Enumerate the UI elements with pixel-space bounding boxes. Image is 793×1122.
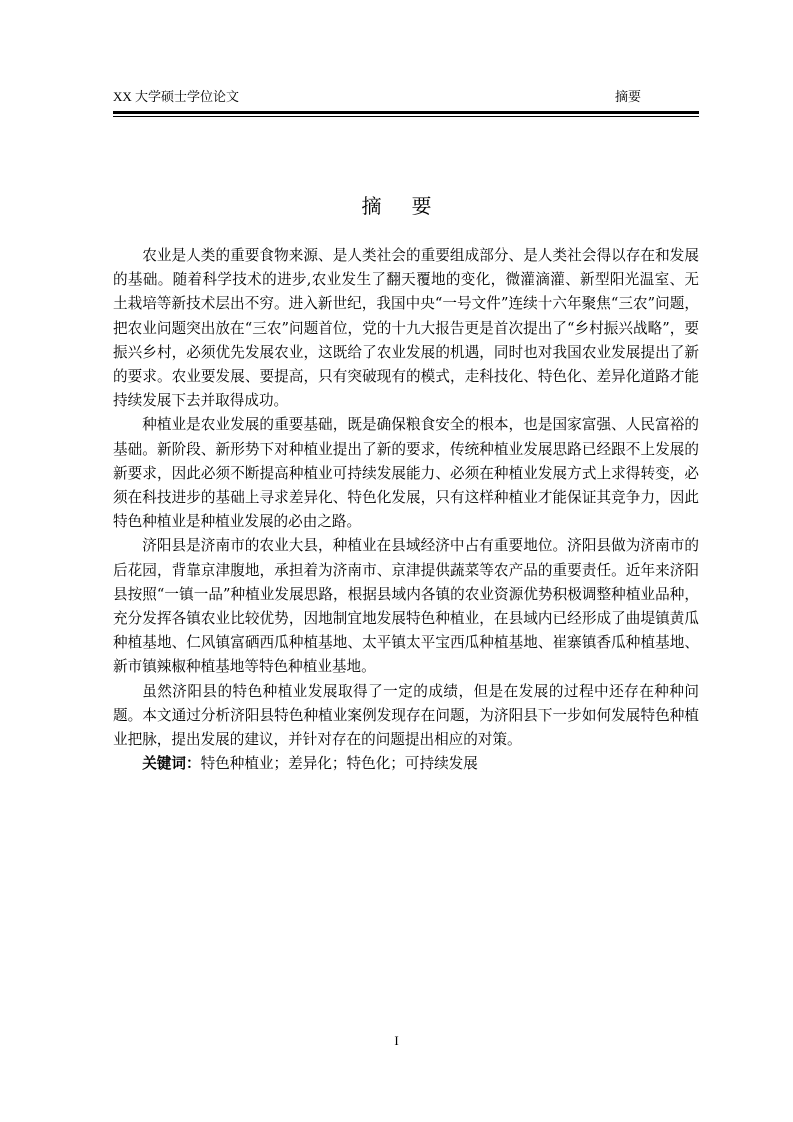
- keywords-value: 特色种植业；差异化；特色化；可持续发展: [200, 755, 478, 773]
- page-header: [113, 86, 699, 106]
- header-section-title: 摘要: [614, 90, 641, 105]
- keywords-label: 关键词：: [142, 755, 201, 773]
- abstract-paragraph-3: 济阳县是济南市的农业大县，种植业在县域经济中占有重要地位。济阳县做为济南市的后花园，背靠京津腹地，承担着为济南市、京津提供蔬菜等农产品的重要责任。近年来济阳县按照“一镇一品”种植业发展思路，根据县域内各镇的农业资源优势积极调整种植业品种，充分发挥各镇农业比较优势，因地制宜地发展特色种植业，在县域内已经形成了曲堤镇黄瓜种植基地、仁风镇富硒西瓜种植基地、太平镇太平宝西瓜种植基地、崔寨镇香瓜种植基地、新市镇辣椒种植基地等特色种植业基地。: [113, 537, 699, 676]
- header-rule-thick: [113, 111, 699, 114]
- header-rule-thin: [113, 116, 699, 117]
- abstract-title: 摘要: [361, 194, 462, 218]
- header-thesis-title: XX 大学硕士学位论文: [113, 89, 240, 104]
- keywords-line: [113, 752, 699, 776]
- abstract-body: [113, 244, 699, 776]
- abstract-paragraph-2: 种植业是农业发展的重要基础，既是确保粮食安全的根本，也是国家富强、人民富裕的基础。新阶段、新形势下对种植业提出了新的要求，传统种植业发展思路已经跟不上发展的新要求，因此必须不断提高种植业可持续发展能力、必须在种植业发展方式上求得转变，必须在科技进步的基础上寻求差异化、特色化发展，只有这样种植业才能保证其竞争力，因此特色种植业是种植业发展的必由之路。: [113, 416, 699, 531]
- abstract-paragraph-4: 虽然济阳县的特色种植业发展取得了一定的成绩，但是在发展的过程中还存在种种问题。本文通过分析济阳县特色种植业案例发现存在问题，为济阳县下一步如何发展特色种植业把脉，提出发展的建议，并针对存在的问题提出相应的对策。: [113, 682, 699, 749]
- abstract-paragraph-1: 农业是人类的重要食物来源、是人类社会的重要组成部分、是人类社会得以存在和发展的基础。随着科学技术的进步,农业发生了翻天覆地的变化，微灌滴灌、新型阳光温室、无土栽培等新技术层出不穷。进入新世纪，我国中央“一号文件”连续十六年聚焦“三农”问题，把农业问题突出放在“三农”问题首位，党的十九大报告更是首次提出了“乡村振兴战略”，要振兴乡村，必须优先发展农业，这既给了农业发展的机遇，同时也对我国农业发展提出了新的要求。农业要发展、要提高，只有突破现有的模式，走科技化、特色化、差异化道路才能持续发展下去并取得成功。: [113, 247, 699, 410]
- page-number: I: [394, 1033, 399, 1048]
